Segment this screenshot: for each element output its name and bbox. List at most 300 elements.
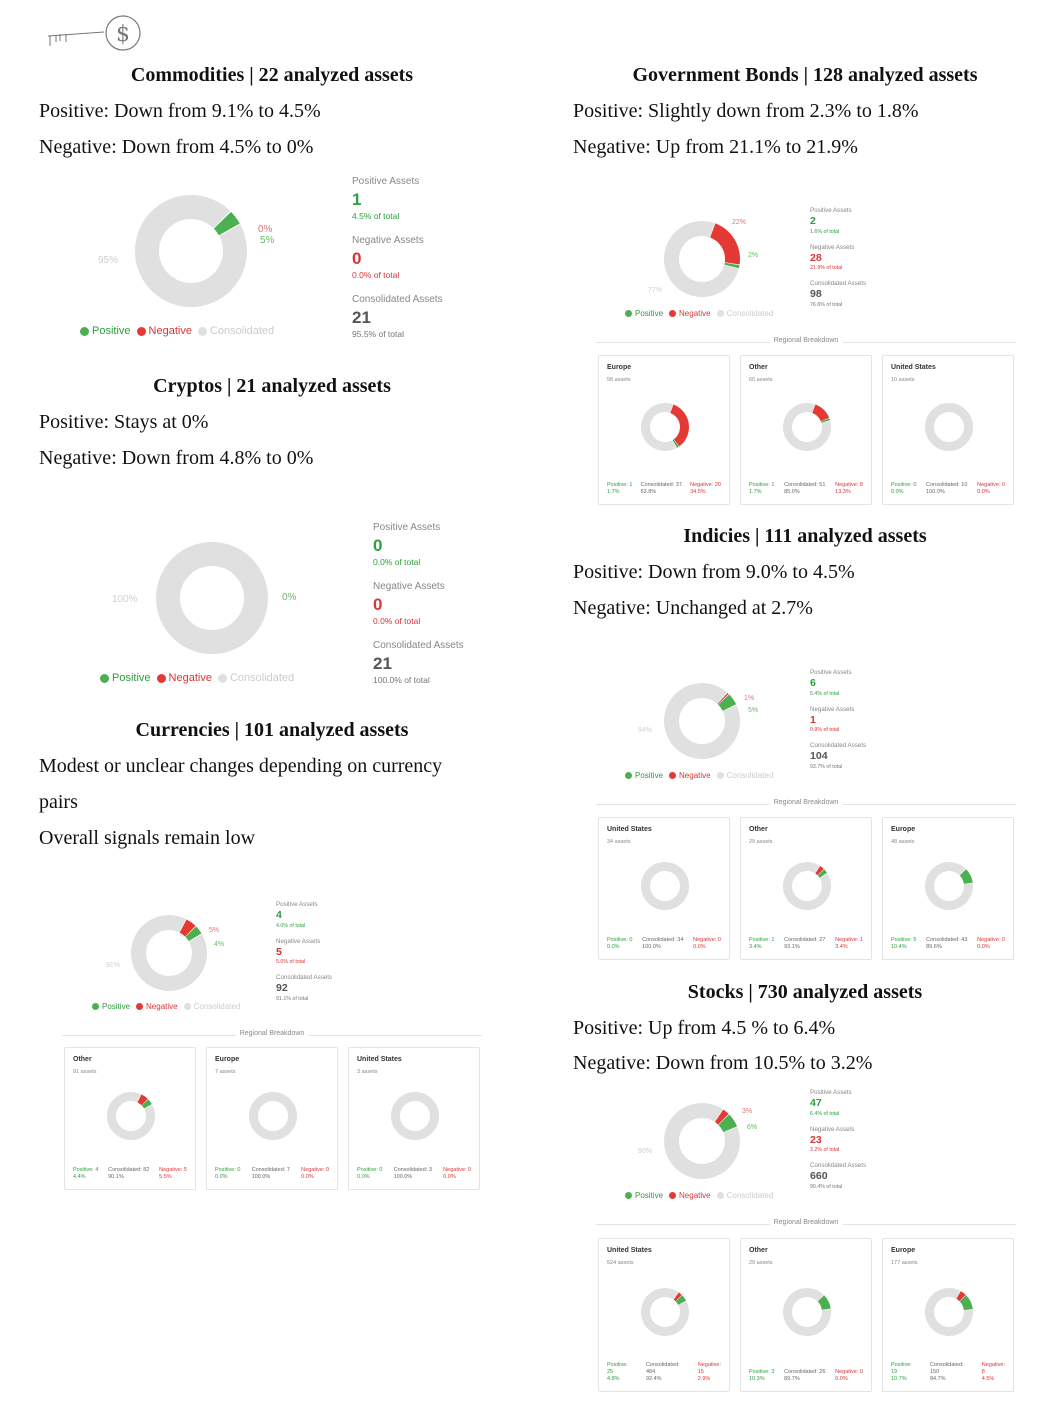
indices-region-foot-pos-label: Positive: 5 (891, 937, 917, 943)
indices-region-foot-pos-label: Positive: 0 (607, 937, 633, 943)
stocks-legend-negative-label: Negative (679, 1191, 711, 1200)
indices-stat-negative (810, 706, 866, 734)
bonds-region-foot-neg-pct: 13.3% (835, 489, 851, 495)
commodities-legend-negative-dot-icon (137, 327, 146, 336)
indices-region-1-slice-consolidated (783, 862, 831, 910)
stocks-legend-consolidated-dot-icon (717, 1192, 724, 1199)
stocks-legend (625, 1191, 779, 1200)
currencies-region-foot-neg-pct: 0.0% (443, 1174, 456, 1180)
cryptos-stat-consolidated (373, 640, 464, 685)
cryptos-legend-negative-label: Negative (168, 672, 212, 684)
currencies-legend-consolidated[interactable] (184, 1002, 241, 1011)
stocks-stat-consolidated (810, 1162, 866, 1190)
stocks-region-foot-con (784, 1369, 825, 1383)
currencies-region-name: United States (357, 1056, 402, 1063)
currencies-region-foot-con-pct: 100.0% (393, 1174, 413, 1180)
stocks-region-card[interactable] (598, 1238, 730, 1392)
currencies-label-negative: 5% (209, 927, 220, 934)
bonds-legend-negative-dot-icon (669, 310, 676, 317)
currencies-stat-positive-label: Positive Assets (276, 901, 318, 908)
indices-label-positive: 5% (748, 707, 759, 714)
currencies-region-foot-pos-label: Positive: 0 (357, 1167, 383, 1173)
indices-region-foot-pos-pct: 10.4% (891, 944, 907, 950)
bonds-region-foot-neg-pct: 0.0% (977, 489, 990, 495)
bonds-stat-negative-pct: 21.9% of total (810, 265, 843, 272)
cryptos-slice-consolidated (168, 554, 256, 642)
bonds-region-foot-pos (891, 482, 916, 496)
currencies-legend-negative[interactable] (136, 1002, 178, 1011)
stocks-stat-negative-pct: 3.2% of total (810, 1147, 840, 1154)
indices-stat-negative-count: 1 (810, 713, 816, 726)
cryptos-label-positive: 0% (282, 592, 297, 603)
cryptos-stat-positive (373, 522, 464, 567)
currencies-region-2-slice-consolidated (396, 1096, 435, 1135)
indices-region-card[interactable] (882, 817, 1014, 960)
stocks-slice-consolidated (664, 1103, 740, 1179)
bonds-region-0-donut-chart (639, 401, 691, 453)
stocks-region-donut (781, 1286, 833, 1343)
stocks-region-donut (923, 1286, 975, 1343)
indices-region-foot-neg-pct: 3.4% (835, 944, 848, 950)
commodities-stat-positive-label: Positive Assets (352, 176, 420, 187)
stocks-region-1-slice-consolidated (783, 1288, 831, 1336)
indices-region-foot-con (784, 937, 825, 951)
bonds-region-1-slice-negative (812, 405, 829, 422)
commodities-label-negative: 0% (258, 224, 273, 235)
bonds-negative-line: Negative: Up from 21.1% to 21.9% (573, 136, 858, 158)
currencies-region-footer (73, 1167, 187, 1181)
indices-region-foot-pos-pct: 3.4% (749, 944, 762, 950)
stocks-region-foot-con-label: Consolidated: (929, 1362, 964, 1368)
commodities-legend-consolidated-dot-icon (198, 327, 207, 336)
currencies-region-foot-con-pct: 100.0% (251, 1174, 271, 1180)
currencies-regional-label: Regional Breakdown (236, 1030, 309, 1037)
stocks-region-foot-con-pct: 89.7% (784, 1376, 800, 1382)
indices-legend-positive-dot-icon (625, 772, 632, 779)
stocks-region-foot-pos-label: Positive: (607, 1362, 628, 1368)
commodities-stat-positive (352, 176, 443, 221)
cryptos-stat-negative-count: 0 (373, 595, 383, 614)
commodities-positive-line: Positive: Down from 9.1% to 4.5% (39, 100, 321, 122)
bonds-region-foot-pos (749, 482, 774, 496)
cryptos-stat-negative (373, 581, 464, 626)
currencies-line-2: pairs (39, 791, 78, 813)
bonds-region-foot-neg-pct: 34.5% (690, 489, 706, 495)
bonds-region-assets: 60 assets (749, 377, 773, 383)
stocks-label-consolidated: 90% (638, 1148, 653, 1155)
currencies-region-foot-pos-label: Positive: 0 (215, 1167, 241, 1173)
stocks-stat-consolidated-label: Consolidated Assets (810, 1162, 867, 1170)
commodities-donut-chart (133, 193, 249, 309)
bonds-region-assets: 10 assets (891, 377, 915, 383)
bonds-title: Government Bonds | 128 analyzed assets (632, 64, 978, 86)
stocks-region-2-slice-consolidated (925, 1288, 973, 1336)
indices-region-2-donut-chart (923, 860, 975, 912)
commodities-stat-positive-count: 1 (352, 190, 362, 209)
cryptos-stat-negative-label: Negative Assets (373, 581, 445, 592)
bonds-region-footer (607, 482, 721, 496)
commodities-label-consolidated: 95% (98, 255, 119, 266)
indices-label-negative: 1% (744, 695, 755, 702)
indices-region-foot-con-label: Consolidated: 34 (642, 937, 684, 943)
indices-legend-negative-label: Negative (679, 771, 711, 780)
currencies-region-1-slice-consolidated (254, 1096, 293, 1135)
stocks-stat-consolidated-pct: 90.4% of total (810, 1183, 843, 1190)
currencies-donut (129, 913, 209, 993)
indices-region-foot-pos (749, 937, 774, 951)
currencies-stats (276, 901, 332, 1011)
stocks-legend-consolidated-label: Consolidated (726, 1191, 774, 1200)
indices-region-foot-pos (607, 937, 632, 951)
currencies-region-assets: 7 assets (215, 1069, 236, 1075)
stocks-region-foot-con (646, 1362, 680, 1383)
stocks-region-footer (749, 1369, 863, 1383)
bonds-region-foot-con (926, 482, 967, 496)
stocks-region-foot-neg (698, 1362, 721, 1383)
indices-region-foot-con (926, 937, 967, 951)
bonds-region-name: Other (749, 364, 768, 371)
stocks-legend-positive[interactable] (625, 1191, 663, 1200)
bonds-region-foot-pos-label: Positive: 0 (891, 482, 917, 488)
currencies-slice-consolidated (131, 915, 207, 991)
bonds-region-name: Europe (607, 364, 632, 371)
currencies-region-foot-con (394, 1167, 432, 1181)
currencies-legend-positive[interactable] (92, 1002, 130, 1011)
indices-slice-consolidated (664, 683, 740, 759)
currencies-stat-positive-pct: 4.0% of total (276, 922, 306, 929)
bonds-legend-negative[interactable] (669, 309, 711, 318)
indices-region-1-donut-chart (781, 860, 833, 912)
bonds-legend-negative-label: Negative (679, 309, 711, 318)
commodities-label-positive: 5% (260, 235, 275, 246)
indices-region-foot-neg (977, 937, 1005, 951)
cryptos-legend-consolidated-label: Consolidated (229, 672, 295, 684)
bonds-region-foot-neg (835, 482, 863, 496)
bonds-region-foot-pos (607, 482, 632, 496)
stocks-region-foot-pos-label: Positive: (891, 1362, 912, 1368)
bonds-stat-negative-count: 28 (810, 251, 822, 264)
indices-stat-consolidated-count: 104 (810, 750, 828, 763)
bonds-region-foot-con-pct: 63.8% (640, 489, 657, 495)
stocks-region-foot-pos (749, 1369, 774, 1383)
commodities-title: Commodities | 22 analyzed assets (130, 64, 414, 86)
bonds-region-2-slice-consolidated (930, 408, 969, 447)
indices-region-name: Other (749, 826, 768, 833)
bonds-region-card[interactable] (598, 355, 730, 505)
stocks-region-foot-pos-count: 25 (607, 1369, 614, 1375)
cryptos-legend-negative[interactable] (157, 672, 212, 684)
indices-region-foot-neg-pct: 0.0% (977, 944, 990, 950)
indices-region-0-slice-consolidated (646, 866, 685, 905)
currencies-region-foot-pos-pct: 0.0% (215, 1174, 228, 1180)
stocks-region-foot-neg-label: Negative: 0 (835, 1369, 863, 1375)
bonds-slice-negative (710, 223, 740, 264)
stocks-regional-label: Regional Breakdown (770, 1219, 843, 1226)
currencies-region-foot-pos (73, 1167, 98, 1181)
bonds-region-foot-neg-label: Negative: 20 (690, 482, 721, 488)
currencies-region-1-donut-chart (247, 1090, 299, 1142)
indices-region-donut (923, 860, 975, 917)
stocks-legend-negative[interactable] (669, 1191, 711, 1200)
commodities-negative-line: Negative: Down from 4.5% to 0% (39, 136, 314, 158)
cryptos-legend-positive-label: Positive (112, 672, 151, 684)
bonds-stat-consolidated-label: Consolidated Assets (810, 280, 867, 288)
cryptos-stats (373, 522, 464, 699)
indices-region-2-slice-consolidated (925, 862, 973, 910)
stocks-label-negative: 3% (742, 1108, 753, 1115)
commodities-legend-negative-label: Negative (148, 325, 192, 337)
stocks-stat-positive (810, 1089, 866, 1117)
currencies-title: Currencies | 101 analyzed assets (135, 719, 409, 741)
currencies-region-card[interactable] (64, 1047, 196, 1190)
indices-stat-positive-pct: 5.4% of total (810, 690, 840, 697)
cryptos-label-consolidated: 100% (112, 594, 138, 605)
currencies-region-assets: 91 assets (73, 1069, 97, 1075)
bonds-donut-chart (662, 219, 742, 299)
indices-region-card[interactable] (598, 817, 730, 960)
currencies-region-name: Europe (215, 1056, 240, 1063)
indices-region-foot-neg-label: Negative: 0 (977, 937, 1005, 943)
stocks-region-foot-con (930, 1362, 964, 1383)
currencies-region-foot-pos-pct: 0.0% (357, 1174, 370, 1180)
commodities-stat-negative (352, 235, 443, 280)
currencies-legend-consolidated-label: Consolidated (193, 1002, 241, 1011)
commodities-stat-positive-pct: 4.5% of total (352, 211, 400, 221)
currencies-stat-negative-pct: 5.0% of total (276, 959, 306, 966)
bonds-region-footer (891, 482, 1005, 496)
currencies-region-assets: 3 assets (357, 1069, 378, 1075)
dollar-coin-logo-icon (44, 14, 144, 54)
indices-region-foot-con-label: Consolidated: 43 (926, 937, 968, 943)
indices-region-footer (891, 937, 1005, 951)
bonds-stats (810, 207, 866, 317)
stocks-region-foot-neg-count: 8 (981, 1369, 985, 1375)
indices-region-foot-neg-label: Negative: 1 (835, 937, 863, 943)
currencies-region-foot-neg (159, 1167, 187, 1181)
stocks-region-foot-pos-pct: 10.7% (891, 1376, 907, 1382)
cryptos-legend-positive[interactable] (100, 672, 151, 684)
commodities-legend-negative[interactable] (137, 325, 192, 337)
bonds-legend-positive[interactable] (625, 309, 663, 318)
indices-positive-line: Positive: Down from 9.0% to 4.5% (573, 561, 855, 583)
commodities-legend-positive[interactable] (80, 325, 131, 337)
currencies-donut-chart (129, 913, 209, 993)
stocks-stat-negative-count: 23 (810, 1133, 822, 1146)
indices-stats (810, 669, 866, 779)
stocks-region-card[interactable] (882, 1238, 1014, 1392)
stocks-region-assets: 524 assets (607, 1260, 634, 1266)
currencies-region-card[interactable] (206, 1047, 338, 1190)
indices-region-assets: 34 assets (607, 839, 631, 845)
commodities-stat-consolidated-label: Consolidated Assets (352, 294, 443, 305)
indices-stat-consolidated (810, 742, 866, 770)
bonds-region-foot-con-label: Consolidated: 10 (926, 482, 968, 488)
bonds-stat-negative (810, 244, 866, 272)
bonds-region-foot-con-label: Consolidated: 37 (640, 482, 682, 488)
currencies-legend-consolidated-dot-icon (184, 1003, 191, 1010)
stocks-region-foot-pos-pct: 10.3% (749, 1376, 765, 1382)
commodities-legend-positive-label: Positive (92, 325, 131, 337)
cryptos-stat-positive-count: 0 (373, 536, 383, 555)
indices-legend (625, 771, 779, 780)
indices-legend-positive[interactable] (625, 771, 663, 780)
indices-region-foot-con-pct: 93.1% (784, 944, 800, 950)
stocks-stat-positive-pct: 6.4% of total (810, 1110, 840, 1117)
commodities-legend-consolidated[interactable] (198, 325, 274, 337)
indices-legend-consolidated[interactable] (717, 771, 774, 780)
bonds-legend-consolidated-label: Consolidated (726, 309, 774, 318)
indices-stat-consolidated-pct: 93.7% of total (810, 763, 843, 770)
stocks-region-footer (607, 1362, 721, 1383)
commodities-stat-negative-pct: 0.0% of total (352, 270, 400, 280)
commodities-stat-negative-count: 0 (352, 249, 362, 268)
cryptos-legend-negative-dot-icon (157, 674, 166, 683)
currencies-legend-positive-label: Positive (102, 1002, 131, 1011)
currencies-region-foot-pos (215, 1167, 240, 1181)
currencies-label-consolidated: 91% (106, 962, 121, 969)
indices-legend-consolidated-label: Consolidated (726, 771, 774, 780)
stocks-legend-consolidated[interactable] (717, 1191, 774, 1200)
indices-stat-consolidated-label: Consolidated Assets (810, 742, 867, 750)
indices-legend-negative[interactable] (669, 771, 711, 780)
stocks-region-foot-pos-count: 19 (891, 1369, 898, 1375)
bonds-region-foot-neg (977, 482, 1005, 496)
currencies-stat-consolidated (276, 974, 332, 1002)
bonds-region-card[interactable] (882, 355, 1014, 505)
indices-region-foot-pos-label: Positive: 1 (749, 937, 775, 943)
indices-region-foot-con-pct: 100.0% (642, 944, 661, 950)
bonds-donut (662, 219, 742, 299)
commodities-donut (133, 193, 249, 309)
currencies-region-foot-con (252, 1167, 290, 1181)
stocks-region-foot-pos-pct: 4.8% (607, 1376, 620, 1382)
currencies-region-name: Other (73, 1056, 92, 1063)
currencies-region-foot-pos-label: Positive: 4 (73, 1167, 99, 1173)
bonds-label-negative: 22% (732, 219, 747, 226)
currencies-stat-negative-label: Negative Assets (276, 937, 321, 945)
currencies-region-foot-neg (443, 1167, 471, 1181)
bonds-label-consolidated: 77% (648, 287, 663, 294)
cryptos-legend (100, 672, 300, 684)
bonds-region-foot-pos-pct: 0.0% (891, 489, 904, 495)
bonds-stat-positive (810, 207, 866, 235)
currencies-stat-negative (276, 938, 332, 966)
stocks-region-footer (891, 1362, 1005, 1383)
stocks-region-assets: 177 assets (891, 1260, 918, 1266)
stocks-region-name: United States (607, 1247, 652, 1254)
bonds-stat-positive-pct: 1.6% of total (810, 228, 840, 235)
indices-stat-negative-pct: 0.9% of total (810, 727, 840, 734)
indices-region-foot-pos (891, 937, 916, 951)
indices-stat-positive-label: Positive Assets (810, 669, 852, 676)
cryptos-stat-positive-pct: 0.0% of total (373, 557, 421, 567)
stocks-region-assets: 29 assets (749, 1260, 773, 1266)
indices-region-card[interactable] (740, 817, 872, 960)
cryptos-legend-consolidated[interactable] (218, 672, 294, 684)
currencies-region-foot-neg-label: Negative: 0 (443, 1167, 471, 1173)
stocks-legend-negative-dot-icon (669, 1192, 676, 1199)
stocks-title: Stocks | 730 analyzed assets (687, 981, 923, 1003)
currencies-label-positive: 4% (214, 941, 225, 948)
bonds-stat-negative-label: Negative Assets (810, 243, 855, 251)
stocks-legend-positive-dot-icon (625, 1192, 632, 1199)
currencies-stat-consolidated-label: Consolidated Assets (276, 974, 333, 982)
bonds-region-foot-con-pct: 85.0% (784, 489, 800, 495)
indices-title: Indicies | 111 analyzed assets (683, 525, 927, 547)
indices-region-footer (749, 937, 863, 951)
stocks-region-foot-con-pct: 92.4% (645, 1376, 662, 1382)
stocks-region-foot-neg (835, 1369, 863, 1383)
stocks-region-foot-neg-label: Negative: (697, 1362, 721, 1368)
currencies-region-foot-pos (357, 1167, 382, 1181)
commodities-stat-consolidated-count: 21 (352, 308, 371, 327)
stocks-donut (662, 1101, 742, 1181)
indices-region-foot-pos-pct: 0.0% (607, 944, 620, 950)
bonds-region-donut (923, 401, 975, 458)
indices-region-foot-con (642, 937, 683, 951)
indices-region-donut (639, 860, 691, 917)
cryptos-title: Cryptos | 21 analyzed assets (153, 375, 391, 397)
stocks-region-1-donut-chart (781, 1286, 833, 1338)
indices-label-consolidated: 94% (638, 727, 653, 734)
currencies-region-card[interactable] (348, 1047, 480, 1190)
bonds-region-donut (639, 401, 691, 458)
stocks-region-foot-pos-label: Positive: 3 (749, 1369, 775, 1375)
indices-regional-label: Regional Breakdown (770, 799, 843, 806)
bonds-stat-positive-count: 2 (810, 215, 816, 228)
bonds-stat-consolidated-pct: 76.6% of total (810, 301, 843, 308)
indices-region-foot-con-label: Consolidated: 27 (784, 937, 826, 943)
bonds-region-card[interactable] (740, 355, 872, 505)
commodities-stat-negative-label: Negative Assets (352, 235, 424, 246)
cryptos-legend-positive-dot-icon (100, 674, 109, 683)
currencies-stat-positive-count: 4 (276, 909, 282, 922)
stocks-region-name: Europe (891, 1247, 916, 1254)
indices-donut (662, 681, 742, 761)
bonds-stat-consolidated (810, 280, 866, 308)
currencies-region-footer (357, 1167, 471, 1181)
stocks-region-foot-neg-pct: 2.9% (697, 1376, 711, 1382)
bonds-legend (625, 309, 779, 318)
currencies-stat-consolidated-count: 92 (276, 982, 288, 995)
commodities-stat-consolidated (352, 294, 443, 339)
stocks-region-foot-neg-pct: 0.0% (835, 1376, 848, 1382)
indices-legend-consolidated-dot-icon (717, 772, 724, 779)
commodities-legend-consolidated-label: Consolidated (209, 325, 275, 337)
currencies-legend (92, 1002, 246, 1011)
cryptos-negative-line: Negative: Down from 4.8% to 0% (39, 447, 314, 469)
currencies-stat-consolidated-pct: 91.1% of total (276, 995, 309, 1002)
stocks-region-name: Other (749, 1247, 768, 1254)
stocks-region-donut (639, 1286, 691, 1343)
bonds-region-footer (749, 482, 863, 496)
bonds-legend-consolidated-dot-icon (717, 310, 724, 317)
bonds-region-foot-neg (690, 482, 721, 496)
bonds-label-positive: 2% (748, 252, 759, 259)
bonds-region-foot-con (784, 482, 825, 496)
stocks-region-card[interactable] (740, 1238, 872, 1392)
bonds-region-assets: 58 assets (607, 377, 631, 383)
cryptos-donut-chart (154, 540, 270, 656)
stocks-region-foot-neg-label: Negative: (981, 1362, 1005, 1368)
bonds-region-name: United States (891, 364, 936, 371)
bonds-legend-consolidated[interactable] (717, 309, 774, 318)
indices-region-foot-con-pct: 89.6% (926, 944, 942, 950)
stocks-region-foot-pos (891, 1362, 912, 1383)
stocks-region-foot-neg-pct: 4.5% (981, 1376, 995, 1382)
indices-region-donut (781, 860, 833, 917)
stocks-positive-line: Positive: Up from 4.5 % to 6.4% (573, 1017, 836, 1039)
